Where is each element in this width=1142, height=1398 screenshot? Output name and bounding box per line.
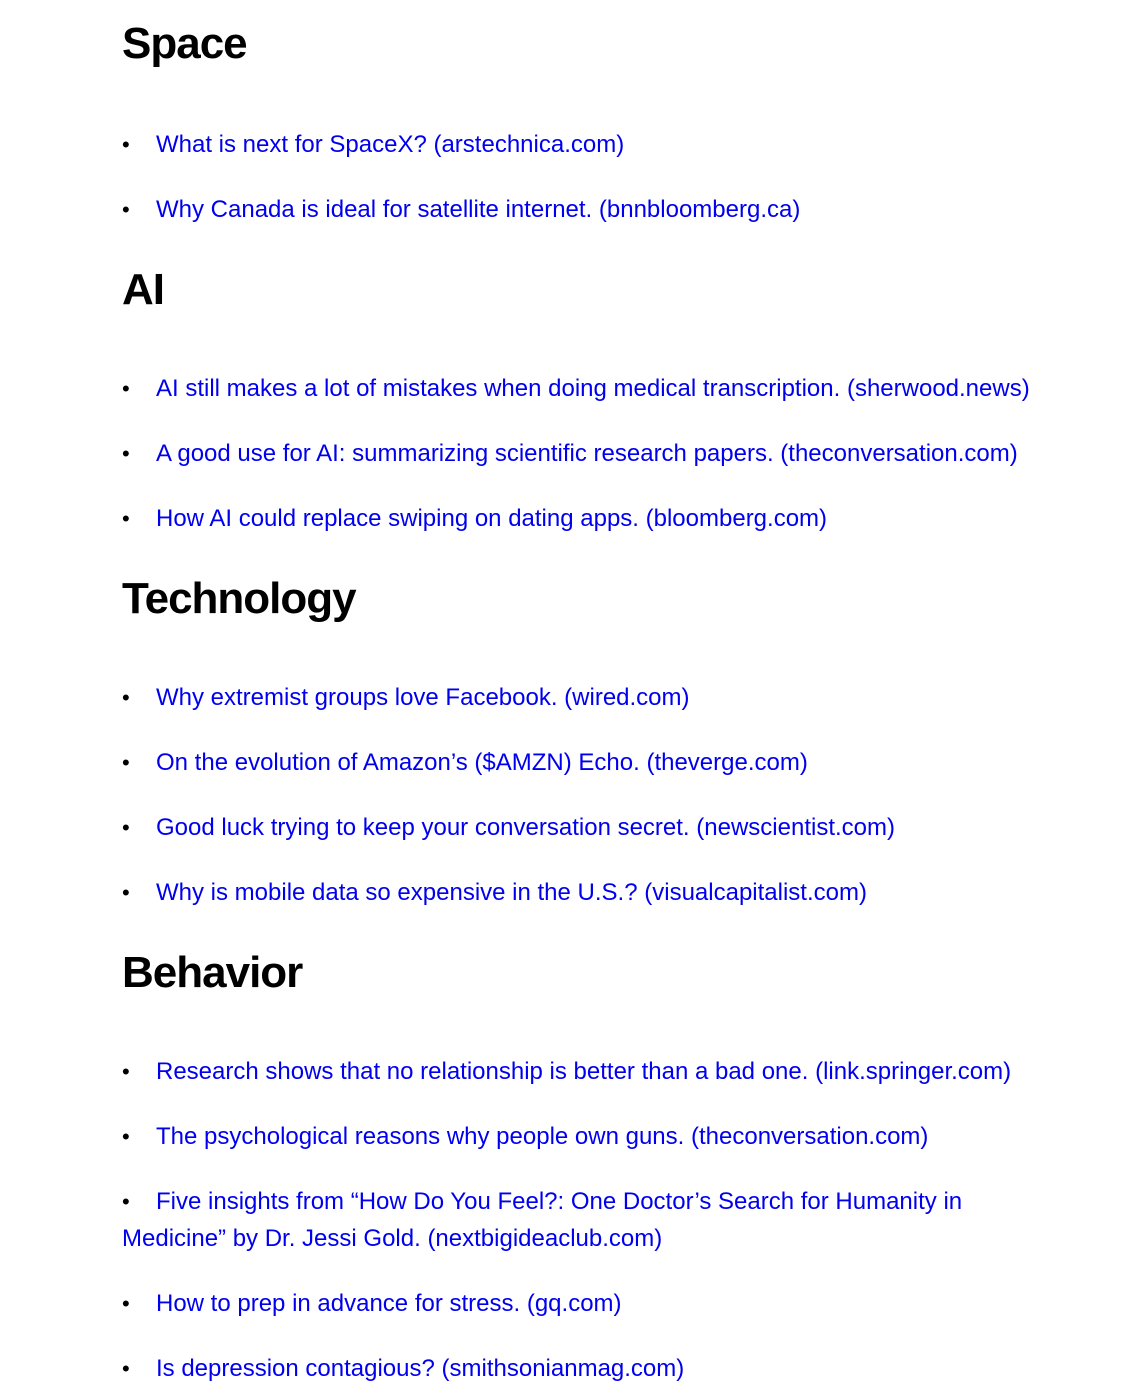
bullet-icon: •	[122, 880, 130, 905]
article-link[interactable]: How to prep in advance for stress. (gq.com)	[156, 1290, 622, 1317]
list-item	[122, 1118, 1102, 1155]
article-link[interactable]: A good use for AI: summarizing scientific research papers. (theconversation.com)	[156, 440, 1018, 467]
list-item	[122, 370, 1102, 407]
list-item	[122, 435, 1102, 472]
article-link[interactable]: How AI could replace swiping on dating apps. (bloomberg.com)	[156, 505, 828, 532]
bullet-icon: •	[122, 815, 130, 840]
section-heading-technology: Technology	[122, 574, 356, 623]
ai-link-list	[122, 370, 1102, 537]
list-item	[122, 126, 1102, 163]
article-link[interactable]: Why is mobile data so expensive in the U.S.? (visualcapitalist.com)	[156, 879, 867, 906]
bullet-icon: •	[122, 1189, 130, 1214]
bullet-icon: •	[122, 1059, 130, 1084]
article-link[interactable]: Good luck trying to keep your conversation secret. (newscientist.com)	[156, 814, 895, 841]
bullet-icon: •	[122, 132, 130, 157]
article-link[interactable]: Is depression contagious? (smithsonianmag.com)	[156, 1355, 685, 1382]
list-item	[122, 500, 1102, 537]
bullet-icon: •	[122, 376, 130, 401]
section-heading-ai: AI	[122, 265, 164, 314]
article-link[interactable]: On the evolution of Amazon’s ($AMZN) Echo. (theverge.com)	[156, 749, 808, 776]
bullet-icon: •	[122, 685, 130, 710]
article-link[interactable]: What is next for SpaceX? (arstechnica.com)	[156, 131, 625, 158]
bullet-icon: •	[122, 197, 130, 222]
behavior-link-list	[122, 1053, 1102, 1387]
list-item	[122, 744, 1102, 781]
article-link[interactable]: Why extremist groups love Facebook. (wired.com)	[156, 684, 690, 711]
list-item	[122, 191, 1102, 228]
list-item	[122, 1053, 1102, 1090]
article-link[interactable]: The psychological reasons why people own guns. (theconversation.com)	[156, 1123, 929, 1150]
list-item	[122, 1285, 1102, 1322]
bullet-icon: •	[122, 750, 130, 775]
list-item	[122, 1183, 1022, 1257]
list-item	[122, 1350, 1102, 1387]
bullet-icon: •	[122, 1291, 130, 1316]
article-link[interactable]: Research shows that no relationship is better than a bad one. (link.springer.com)	[156, 1058, 1012, 1085]
list-item	[122, 809, 1102, 846]
section-heading-behavior: Behavior	[122, 948, 303, 997]
bullet-icon: •	[122, 506, 130, 531]
list-item	[122, 874, 1102, 911]
article-link[interactable]: AI still makes a lot of mistakes when doing medical transcription. (sherwood.news)	[156, 375, 1030, 402]
space-link-list	[122, 126, 1102, 228]
bullet-icon: •	[122, 441, 130, 466]
article-link[interactable]: Why Canada is ideal for satellite internet. (bnnbloomberg.ca)	[156, 196, 801, 223]
list-item	[122, 679, 1102, 716]
bullet-icon: •	[122, 1124, 130, 1149]
section-heading-space: Space	[122, 19, 247, 68]
article-link[interactable]: Five insights from “How Do You Feel?: One Doctor’s Search for Humanity in Medicine” by Dr. Jessi Gold. (nextbigideaclub.com)	[122, 1188, 963, 1252]
technology-link-list	[122, 679, 1102, 911]
bullet-icon: •	[122, 1356, 130, 1381]
